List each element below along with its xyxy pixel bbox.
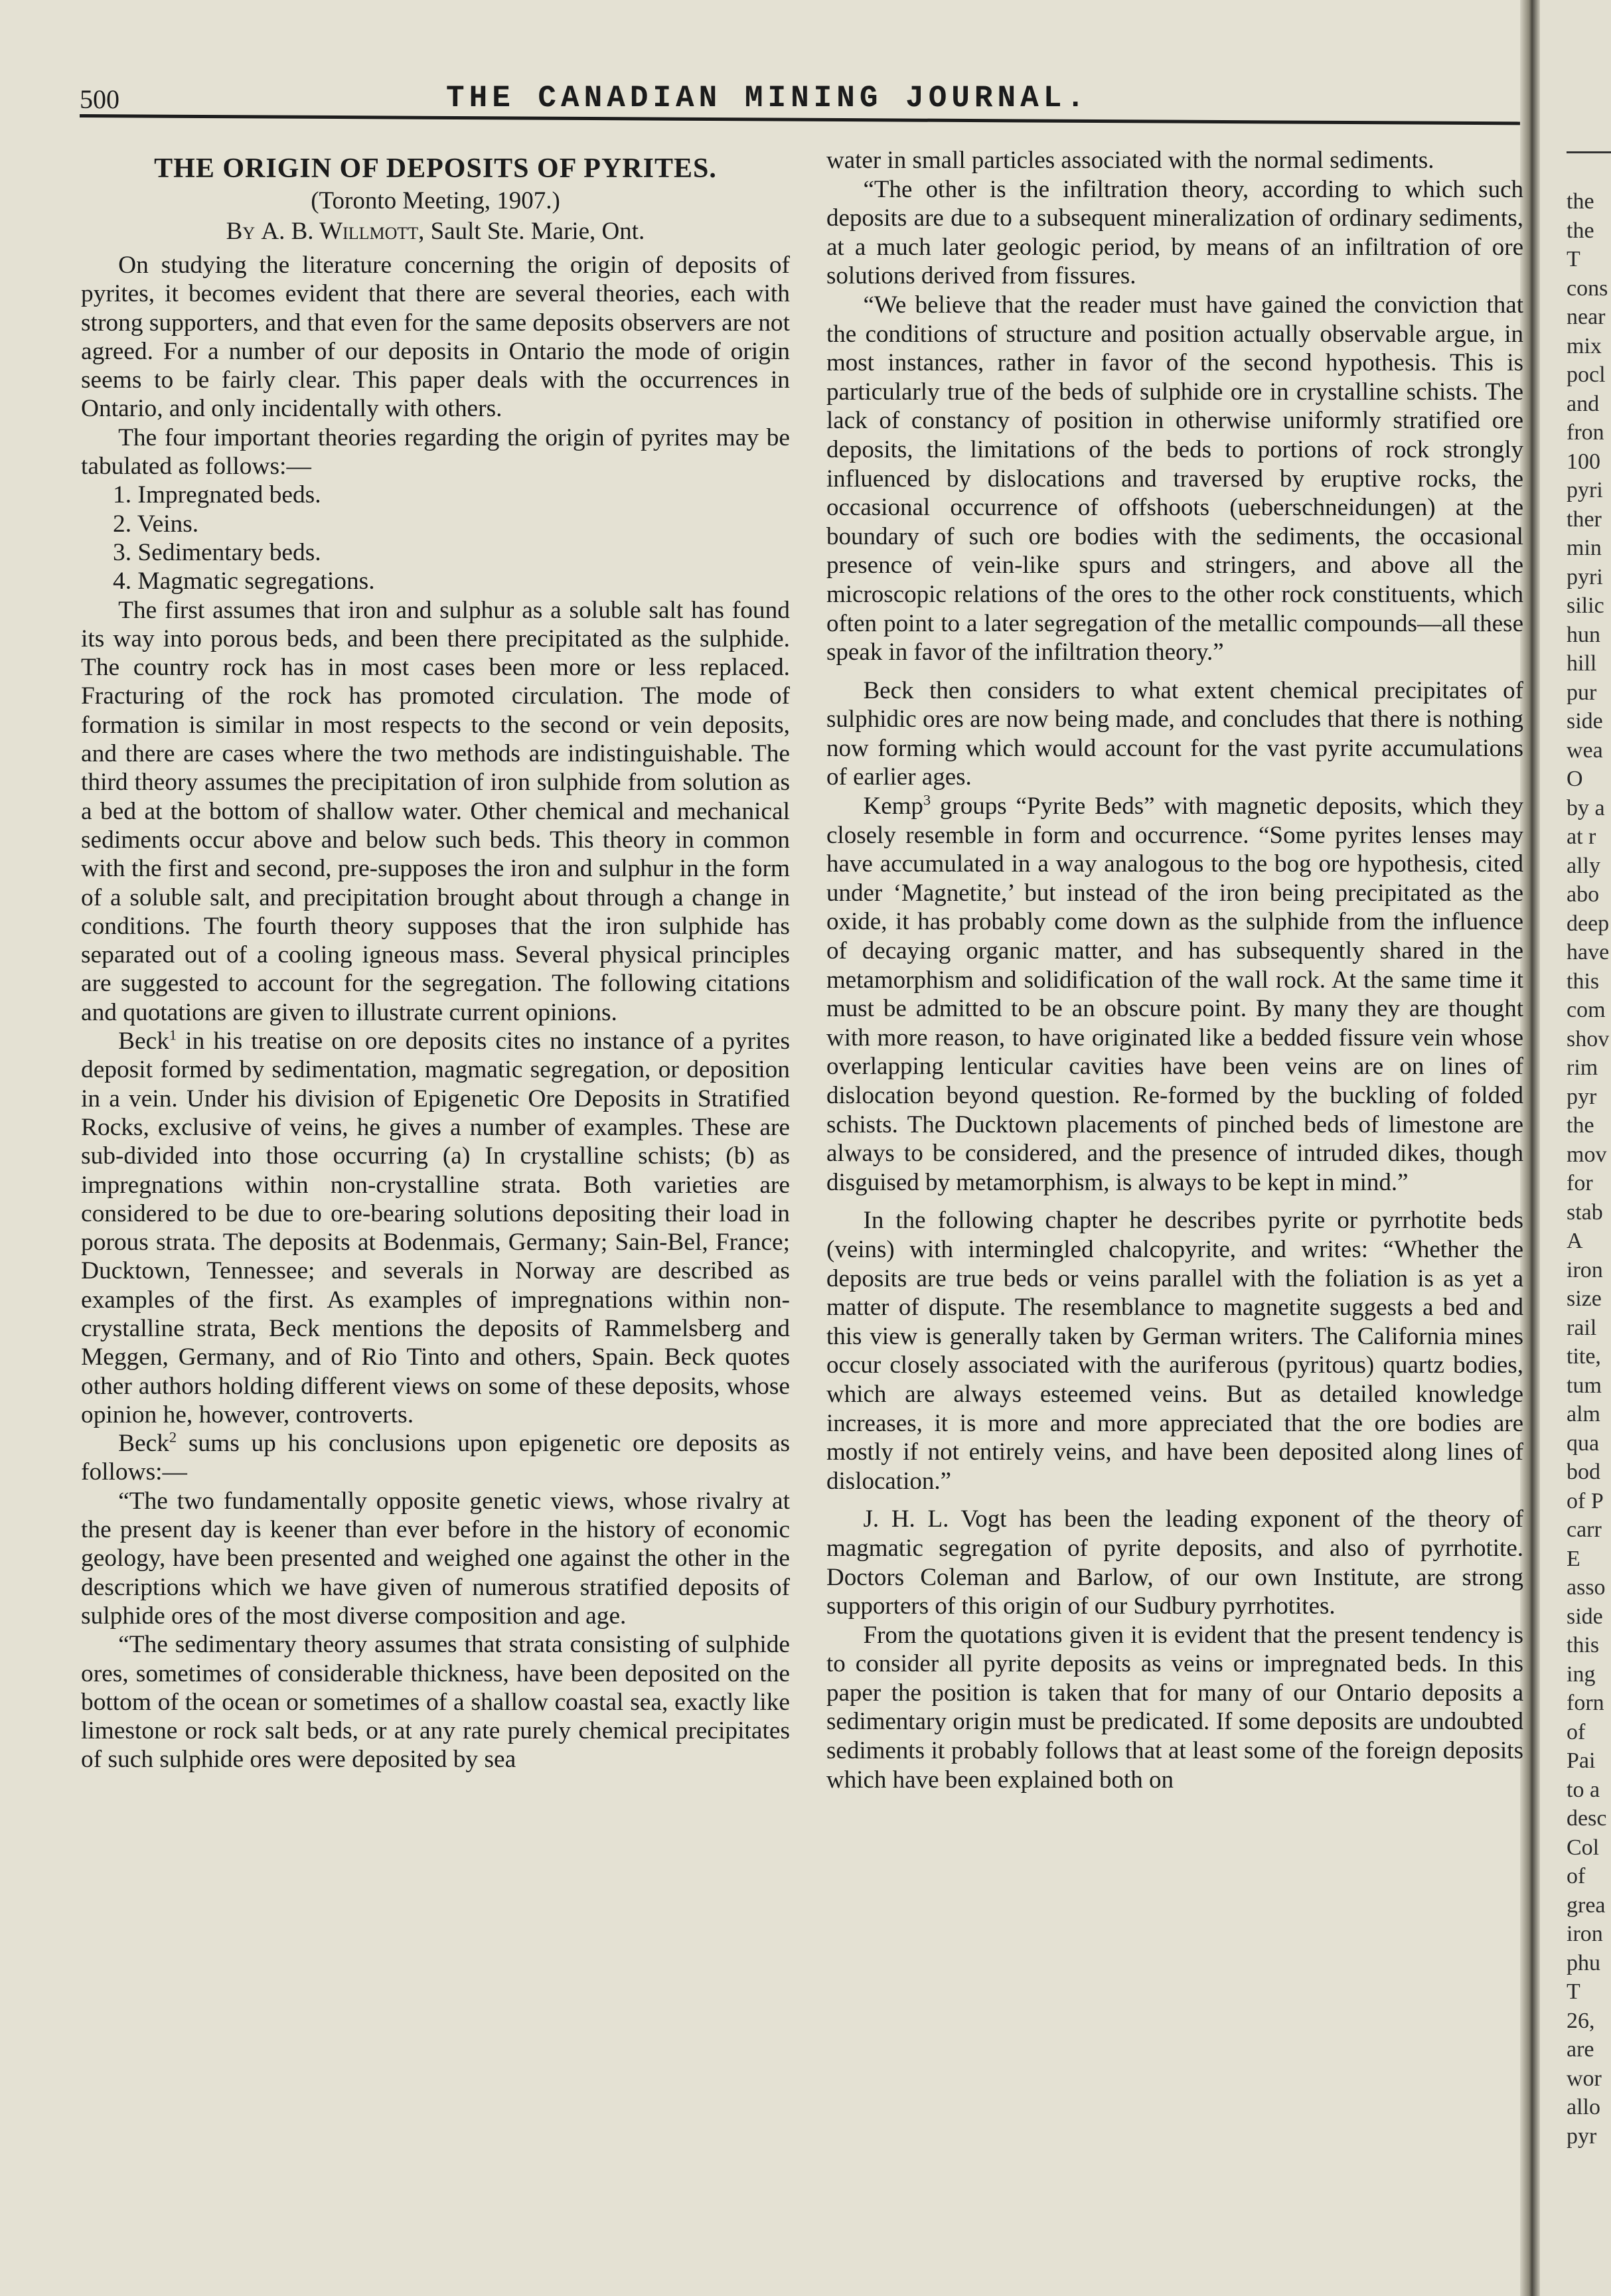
quote-paragraph: “We believe that the reader must have gained the conviction that the conditions of structure and position actually observable argue, in most instances, rather in favor of the second hypothesis. This is particularly true of the beds of sulphide ore in crystalline schists. The lack of constancy of position in otherwise uniformly stratified ore deposits, the limitations of the beds to portions of rock strongly influenced by dislocations and traversed by eruptive rocks, the occasional occurrence of offshoots (ueberschneidungen) at the boundary of such ore bodies with the sediments, the occasional presence of vein-like spurs and stringers, and above all the microscopic relations of the ores to the other rock constituents, which often point to a later segregation of the metallic compounds—all these speak in favor of the infiltration theory.”: [826, 291, 1523, 666]
byline-by: By: [226, 218, 256, 245]
next-page-fragment: T: [1567, 247, 1580, 271]
next-page-fragment: deep: [1567, 911, 1610, 936]
next-page-fragment: asso: [1567, 1575, 1606, 1600]
next-page-fragment: the: [1567, 218, 1594, 243]
list-item: 2. Veins.: [113, 510, 199, 538]
next-page-fragment: to a: [1567, 1777, 1600, 1802]
next-page-fragment: grea: [1567, 1892, 1606, 1918]
paragraph: water in small particles associated with the normal sediments.: [826, 147, 1434, 174]
left-column: [81, 151, 790, 1774]
next-page-fragment: tite,: [1567, 1344, 1601, 1369]
next-page-fragment: 26,: [1567, 2008, 1595, 2033]
right-column: [826, 146, 1523, 1794]
next-page-fragment: of: [1567, 1719, 1586, 1744]
next-page-fragment: are: [1567, 2037, 1594, 2062]
journal-title: THE CANADIAN MINING JOURNAL.: [446, 81, 1089, 115]
next-page-fragment: for: [1567, 1171, 1593, 1195]
next-page-fragment: mix: [1567, 333, 1602, 358]
next-page-fragment: ing: [1567, 1661, 1596, 1687]
next-page-header-rule: [1567, 151, 1611, 153]
next-page-fragment: and: [1567, 391, 1600, 416]
next-page-fragment: stab: [1567, 1199, 1603, 1225]
footnote-ref: 1: [169, 1026, 177, 1043]
next-page-fragment: phu: [1567, 1950, 1600, 1975]
next-page-fragment: min: [1567, 536, 1602, 560]
next-page-fragment: alm: [1567, 1402, 1600, 1426]
next-page-fragment: rim: [1567, 1055, 1598, 1080]
next-page-fragment: at r: [1567, 824, 1596, 849]
next-page-fragment: the: [1567, 189, 1594, 214]
list-item: 4. Magmatic segregations.: [113, 568, 375, 595]
next-page-fragment: carr: [1567, 1517, 1602, 1542]
next-page-fragment: cons: [1567, 275, 1608, 301]
next-page-fragment: hun: [1567, 622, 1600, 647]
next-page-fragment: rail: [1567, 1315, 1597, 1340]
next-page-fragment: iron: [1567, 1922, 1603, 1946]
next-page-fragment: wor: [1567, 2066, 1602, 2091]
next-page-fragment: silic: [1567, 593, 1604, 618]
next-page-fragment: T: [1567, 1979, 1580, 2004]
quote-paragraph: “The other is the infiltration theory, according to which such deposits are due to a subsequent mineralization of ordinary sediments, at a much later geologic period, by means of an infiltration of ore solutions derived from fissures.: [826, 175, 1523, 290]
next-page-fragment: pyr: [1567, 2123, 1597, 2149]
footnote-ref: 3: [923, 791, 931, 808]
next-page-fragment: ally: [1567, 853, 1600, 878]
next-page-fragment: wea: [1567, 737, 1603, 763]
meeting-note: (Toronto Meeting, 1907.): [311, 187, 560, 214]
next-page-fragment: of: [1567, 1864, 1586, 1888]
next-page-fragment: ther: [1567, 506, 1602, 532]
next-page-fragments: [1567, 187, 1609, 2151]
next-page-fragment: this: [1567, 968, 1600, 994]
next-page-fragment: O: [1567, 767, 1583, 791]
cited-author: Kemp: [863, 793, 923, 820]
next-page-fragment: A: [1567, 1229, 1583, 1253]
byline: [81, 216, 790, 247]
paragraph: [81, 1429, 790, 1487]
paragraph: The four important theories regarding the origin of pyrites may be tabulated as follows:—: [81, 423, 790, 481]
article-title: THE ORIGIN OF DEPOSITS OF PYRITES.: [154, 153, 717, 184]
next-page-fragment: side: [1567, 709, 1603, 733]
next-page-fragment: the: [1567, 1113, 1594, 1138]
next-page-fragment: have: [1567, 940, 1610, 964]
next-page-fragment: Col: [1567, 1835, 1600, 1860]
paragraph: The first assumes that iron and sulphur as a soluble salt has found its way into porous beds, and been there precipitated as the sulphide. The country rock has in most cases been more or less replaced. Fracturing of the rock has promoted circulation. The mode of formation is similar in most respects to the second or vein deposits, and there are cases where the two methods are indistinguishable. The third theory assumes the precipitation of iron sulphide from solution as a bed at the bottom of shallow water. Other chemical and mechanical sediments occur above and below such beds. This theory in common with the first and second, pre-supposes the iron and sulphur in the form of a soluble salt, and precipitation brought about through a change in conditions. The fourth theory supposes that the iron sulphide has separated out of a cooling igneous mass. Several physical principles are suggested to account for the segregation. The following citations and quotations are given to illustrate current opinions.: [81, 596, 790, 1026]
next-page-fragment: bod: [1567, 1460, 1600, 1484]
next-page-fragment: mov: [1567, 1142, 1607, 1167]
page-number: 500: [80, 84, 119, 114]
next-page-fragment: qua: [1567, 1430, 1600, 1456]
list-item: 3. Sedimentary beds.: [113, 538, 321, 566]
next-page-fragment: by a: [1567, 795, 1605, 820]
author-name: A. B. Willmott: [261, 218, 419, 245]
list-item: 1. Impregnated beds.: [113, 481, 321, 509]
paragraph: On studying the literature concerning the origin of deposits of pyrites, it becomes evident that there are several theories, each with strong supporters, and that even for the same deposits observers are not agreed. For a number of our deposits in Ontario the mode of origin seems to be fairly clear. This paper deals with the occurrences in Ontario, and only incidentally with others.: [81, 252, 790, 423]
next-page-fragment: pyri: [1567, 478, 1603, 502]
author-place: , Sault Ste. Marie, Ont.: [418, 218, 645, 245]
paragraph: Beck then considers to what extent chemical precipitates of sulphidic ores are now being made, and concludes that there is nothing now forming which would account for the vast pyrite accumulations of earlier ages.: [826, 676, 1523, 791]
paragraph-text: in his treatise on ore deposits cites no instance of a pyrites deposit formed by sedimentation, magmatic segregation, or deposition in a vein. Under his division of Epigenetic Ore Deposits in Stratified Rocks, exclusive of veins, he gives a number of examples. These are sub-divided into those occurring (a) In crystalline schists; (b) as impregnations within non-crystalline strata. Both varieties are considered to be due to ore-bearing solutions depositing their load in porous strata. The deposits at Bodenmais, Germany; Sain-Bel, France; Ducktown, Tennessee; and severals in Norway are described as examples of the first. As examples of impregnations within non-crystalline strata, Beck mentions the deposits of Rammelsberg and Meggen, Germany, and of Rio Tinto and others, Spain. Beck quotes other authors holding different views on some of these deposits, whose opinion he, however, controverts.: [81, 1028, 790, 1428]
next-page-fragment: of P: [1567, 1488, 1604, 1513]
next-page-fragment: iron: [1567, 1257, 1603, 1282]
paragraph-text: groups “Pyrite Beds” with magnetic deposits, which they closely resemble in form and occurrence. “Some pyrites lenses may have accumulated in a way analogous to the bog ore hypothesis, cited under ‘Magnetite,’ but instead of the iron being precipitated as the oxide, it has probably come down as the sulphide from the influence of decaying organic matter, and has subsequently shared in the metamorphism and solidification of the wall rock. At the same time it must be admitted to be an obscure point. By many they are thought with more reason, to have originated like a bedded fissure vein whose overlapping lenticular cavities have been veins are on lines of dislocation beyond question. Re-formed by the buckling of folded schists. The Ducktown placements of pinched beds of limestone are always to be considered, and the presence of intruded dikes, though disguised by metamorphism, is always to be kept in mind.”: [826, 793, 1523, 1196]
next-page-fragment: Pai: [1567, 1748, 1596, 1773]
next-page-fragment: pur: [1567, 680, 1597, 705]
next-page-fragment: desc: [1567, 1806, 1607, 1831]
next-page-fragment: side: [1567, 1604, 1603, 1629]
next-page-fragment: E: [1567, 1546, 1580, 1571]
paragraph: From the quotations given it is evident that the present tendency is to consider all pyrite deposits as veins or impregnated beds. In this paper the position is taken that for many of our Ontario deposits a sedimentary origin must be predicated. If some deposits are undoubted sediments it probably follows that at least some of the foreign deposits which have been explained both on: [826, 1621, 1523, 1794]
next-page-fragment: this: [1567, 1633, 1600, 1657]
next-page-fragment: hill: [1567, 651, 1597, 676]
paragraph: J. H. L. Vogt has been the leading exponent of the theory of magmatic segregation of pyrite deposits, and also of pyrrhotite. Doctors Coleman and Barlow, of our own Institute, are strong supporters of this origin of our Sudbury pyrrhotites.: [826, 1505, 1523, 1620]
next-page-fragment: abo: [1567, 882, 1600, 907]
next-page-fragment: pocl: [1567, 362, 1606, 387]
cited-author: Beck: [118, 1028, 169, 1055]
next-page-fragment: pyri: [1567, 564, 1603, 589]
paragraph: In the following chapter he describes pyrite or pyrrhotite beds (veins) with intermingled chalcopyrite, and writes: “Whether the deposits are true beds or veins parallel with the foliation is as yet a matter of dispute. The resemblance to magnetite suggests a bed and this view is generally taken by German writers. The California mines occur closely associated with the auriferous (pyritous) quartz bodies, which are always esteemed veins. But as detailed knowledge increases, it is more and more appreciated that the ore bodies are mostly if not entirely veins, and have been deposited along lines of dislocation.”: [826, 1207, 1523, 1495]
next-page-fragment: tum: [1567, 1373, 1602, 1398]
next-page-fragment: size: [1567, 1286, 1602, 1311]
footnote-ref: 2: [169, 1428, 177, 1446]
paragraph: [81, 1027, 790, 1429]
next-page-fragment: forn: [1567, 1691, 1604, 1715]
paragraph: [826, 792, 1523, 1197]
next-page-fragment: pyr: [1567, 1084, 1597, 1109]
next-page-fragment: shov: [1567, 1026, 1610, 1051]
next-page-edge: [1540, 0, 1611, 2296]
cited-author: Beck: [118, 1430, 169, 1458]
next-page-fragment: com: [1567, 998, 1606, 1022]
next-page-fragment: 100: [1567, 449, 1600, 474]
next-page-fragment: allo: [1567, 2095, 1600, 2119]
next-page-fragment: fron: [1567, 420, 1604, 445]
paragraph-text: sums up his conclusions upon epigenetic ore deposits as follows:—: [81, 1430, 790, 1486]
quote-paragraph: “The sedimentary theory assumes that strata consisting of sulphide ores, sometimes of considerable thickness, have been deposited on the bottom of the ocean or sometimes of a shallow coastal sea, exactly like limestone or rock salt beds, or at any rate purely chemical precipitates of such sulphide ores were deposited by sea: [81, 1631, 790, 1774]
quote-paragraph: “The two fundamentally opposite genetic views, whose rivalry at the present day is keener than ever before in the history of economic geology, have been presented and weighed one against the other in the descriptions which we have given of numerous stratified deposits of sulphide ores of the most diverse composition and age.: [81, 1487, 790, 1630]
next-page-fragment: near: [1567, 305, 1606, 329]
